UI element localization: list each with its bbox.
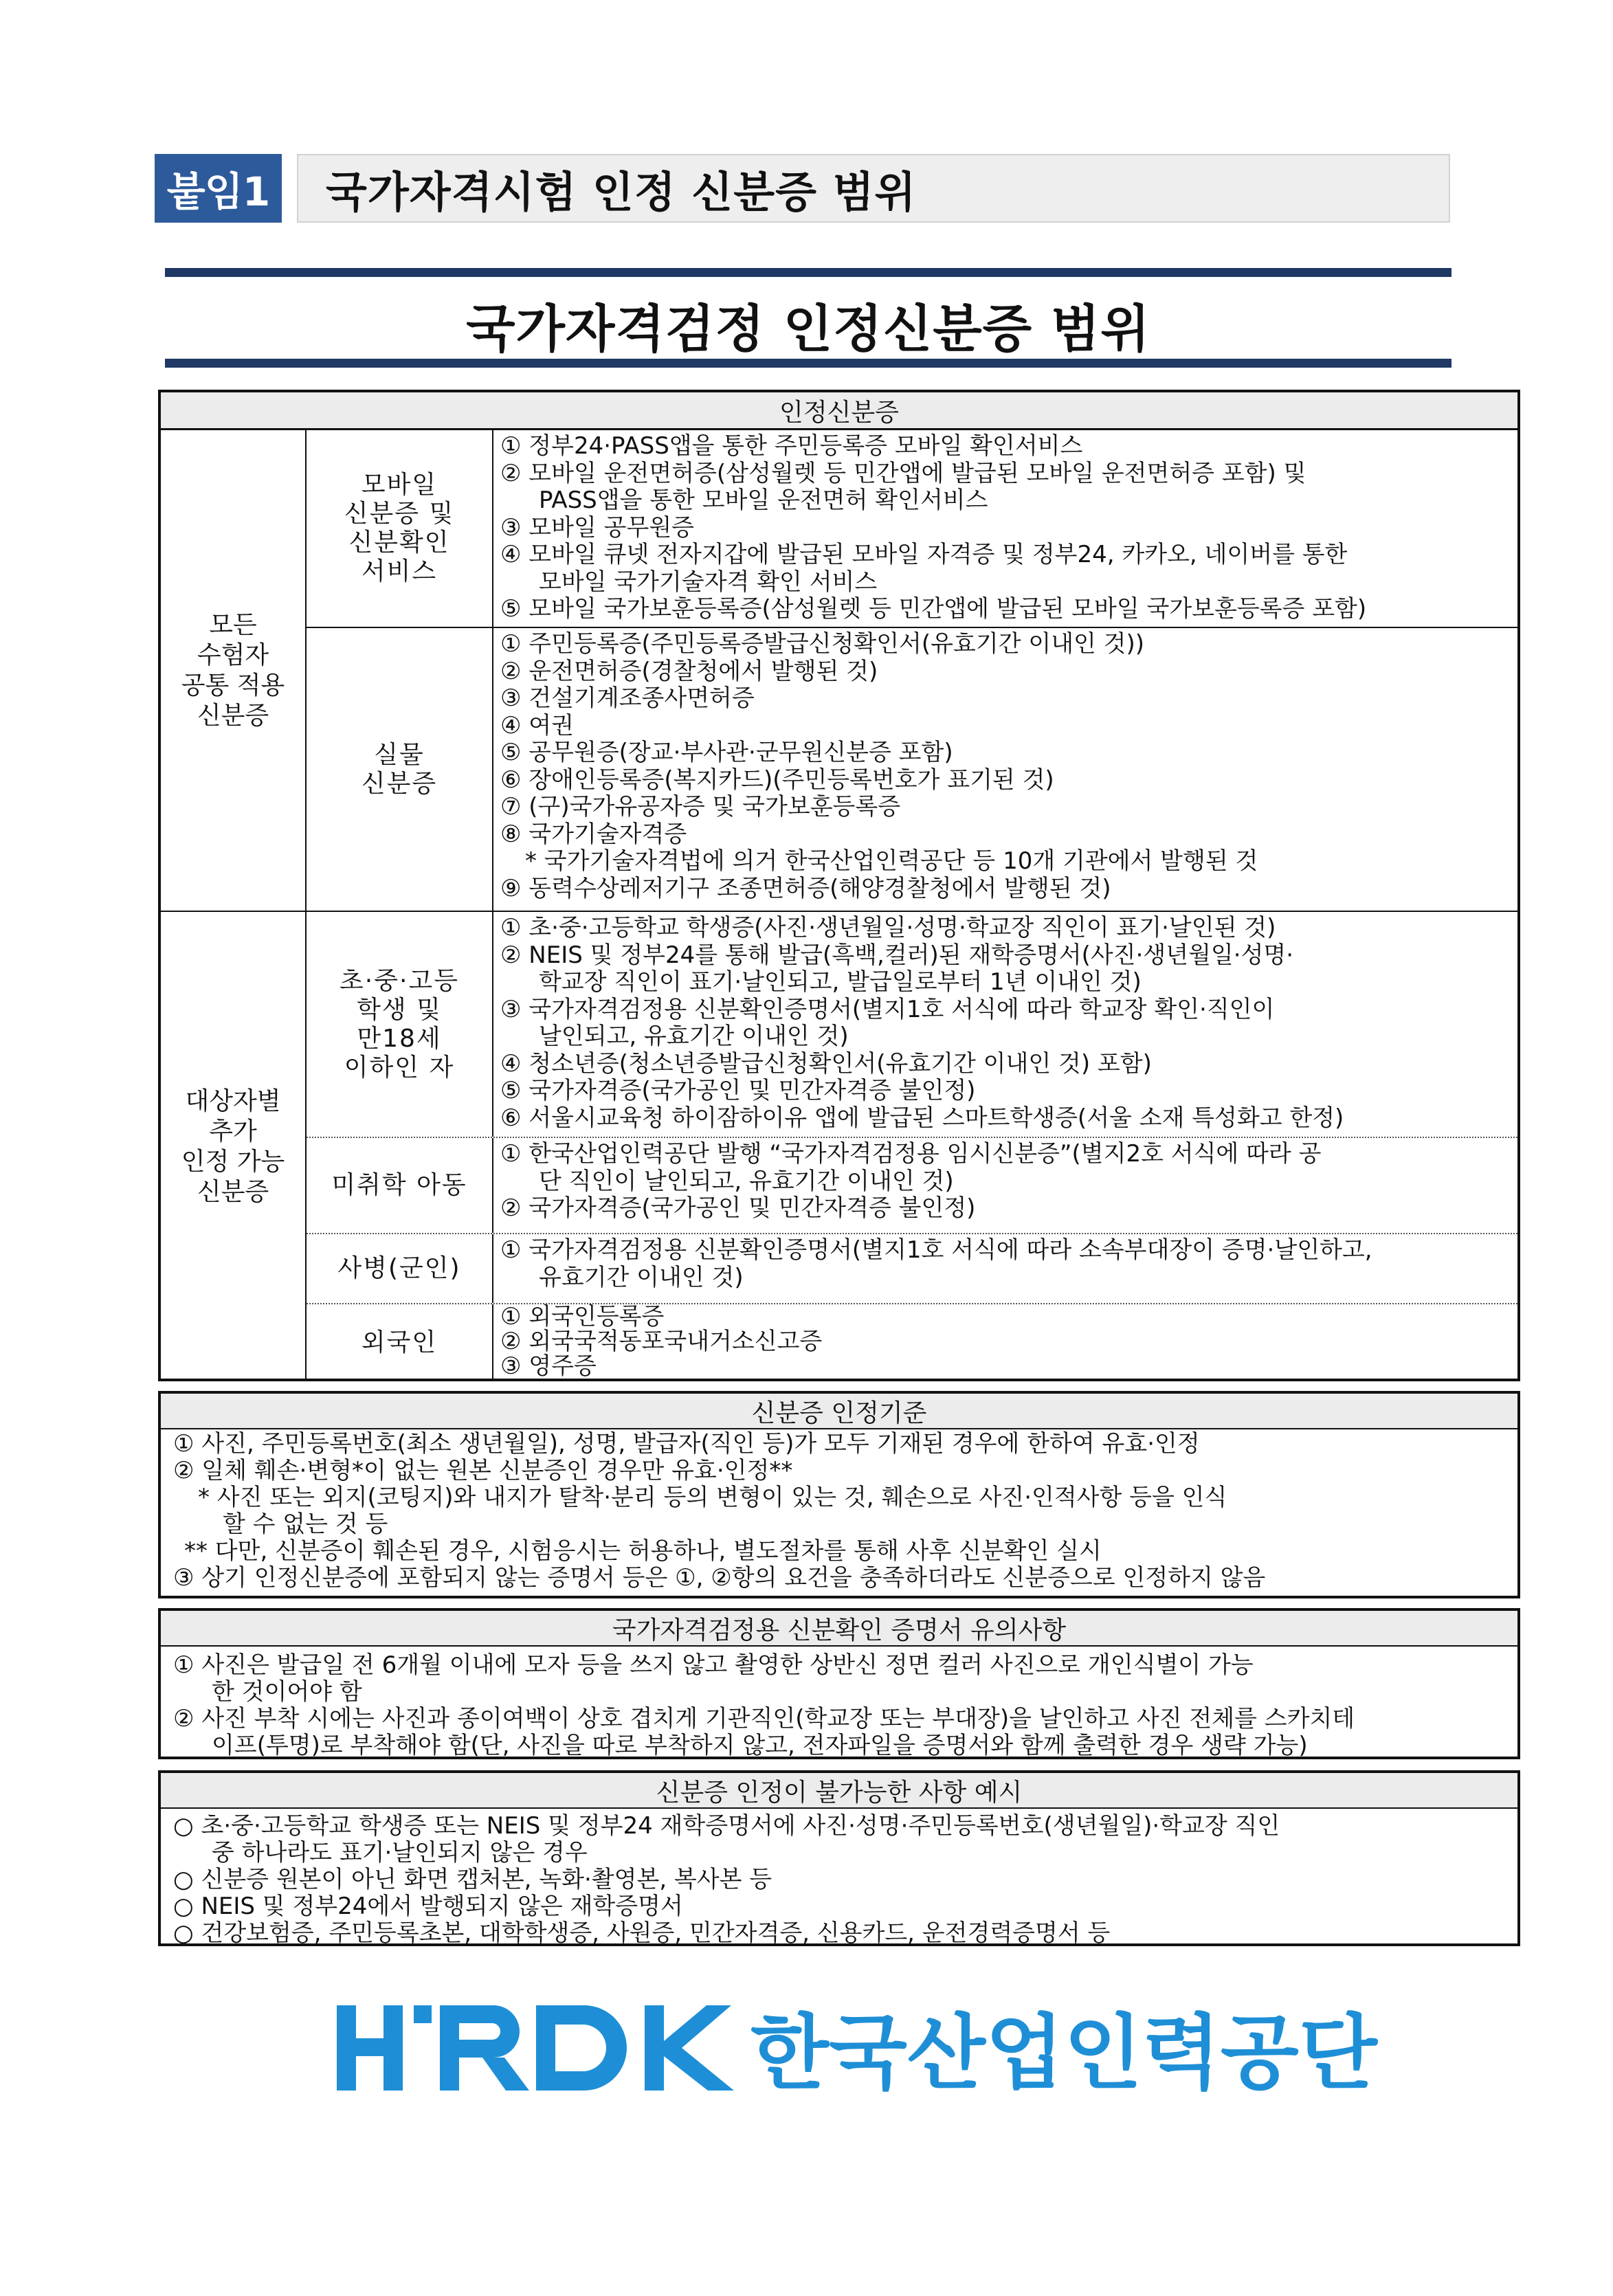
row-label-line: 모바일 bbox=[361, 471, 438, 499]
page-title: 국가자격검정 인정신분증 범위 bbox=[466, 300, 1150, 359]
content-line: ⑥ 서울시교육청 하이잠하이유 앱에 발급된 스마트학생증(서울 소재 특성화고 한정) bbox=[500, 1104, 1344, 1132]
group-label-line: 수험자 bbox=[197, 640, 269, 669]
group-label-line: 신분증 bbox=[197, 701, 269, 730]
org-name: 한국산업인력공단 bbox=[750, 2005, 1377, 2100]
content-line: ① 국가자격검정용 신분확인증명서(별지1호 서식에 따라 소속부대장이 증명·날인하고, bbox=[500, 1236, 1372, 1264]
row-label-line: 신분증 및 bbox=[344, 500, 455, 528]
id-table bbox=[158, 390, 1520, 1381]
group-label-line: 대상자별 bbox=[185, 1086, 281, 1115]
criteria-line: * 사진 또는 외지(코팅지)와 내지가 탈착·분리 등의 변형이 있는 것, 훼손으로 사진·인적사항 등을 인식 bbox=[198, 1484, 1227, 1511]
content-line: ① 초·중·고등학교 학생증(사진·생년월일·성명·학교장 직인이 표기·날인된 것) bbox=[500, 914, 1276, 941]
content-line: ④ 여권 bbox=[500, 711, 574, 739]
content-line: ② 국가자격증(국가공인 및 민간자격증 불인정) bbox=[500, 1194, 976, 1222]
content-line: * 국가기술자격법에 의거 한국산업인력공단 등 10개 기관에서 발행된 것 bbox=[525, 847, 1258, 875]
row-label-line: 신분증 bbox=[361, 769, 438, 798]
criteria-section bbox=[158, 1391, 1520, 1598]
not-accepted-title: 신분증 인정이 불가능한 사항 예시 bbox=[161, 1773, 1517, 1809]
row-label-line: 서비스 bbox=[361, 557, 438, 586]
row-label-line: 미취학 아동 bbox=[331, 1171, 467, 1199]
not-accepted-line: ○ NEIS 및 정부24에서 발행되지 않은 재학증명서 bbox=[173, 1893, 683, 1920]
row-label-line: 사병(군인) bbox=[337, 1254, 461, 1282]
row-label-foreigner bbox=[307, 1304, 493, 1381]
cert-notes-line: 한 것이어야 함 bbox=[212, 1678, 362, 1706]
criteria-line: ③ 상기 인정신분증에 포함되지 않는 증명서 등은 ①, ②항의 요건을 충족하더라도 신분증으로 인정하지 않음 bbox=[173, 1564, 1266, 1592]
criteria-line: ① 사진, 주민등록번호(최소 생년월일), 성명, 발급자(직인 등)가 모두 기재된 경우에 한하여 유효·인정 bbox=[173, 1430, 1200, 1458]
title-rule-bottom bbox=[165, 359, 1451, 368]
content-line: ⑨ 동력수상레저기구 조종면허증(해양경찰청에서 발행된 것) bbox=[500, 874, 1111, 902]
criteria-line: ② 일체 훼손·변형*이 없는 원본 신분증인 경우만 유효·인정** bbox=[173, 1457, 793, 1484]
id-table-header: 인정신분증 bbox=[161, 392, 1517, 430]
content-line: ③ 국가자격검정용 신분확인증명서(별지1호 서식에 따라 학교장 확인·직인이 bbox=[500, 995, 1275, 1023]
hrdk-logo bbox=[330, 1993, 1377, 2103]
content-line: PASS앱을 통한 모바일 운전면허 확인서비스 bbox=[539, 487, 988, 514]
content-line: 모바일 국가기술자격 확인 서비스 bbox=[539, 568, 878, 596]
group-label-line: 공통 적용 bbox=[181, 671, 285, 700]
row-label-students bbox=[307, 912, 493, 1137]
content-line: ① 주민등록증(주민등록증발급신청확인서(유효기간 이내인 것)) bbox=[500, 630, 1145, 658]
group-label-additional bbox=[161, 912, 305, 1381]
content-line: 유효기간 이내인 것) bbox=[539, 1263, 744, 1291]
row-foreigner bbox=[307, 1304, 1517, 1381]
content-line: ② 모바일 운전면허증(삼성월렛 등 민간앱에 발급된 모바일 운전면허증 포함) 및 bbox=[500, 459, 1306, 487]
row-label-line: 학생 및 bbox=[357, 995, 442, 1024]
row-content-soldier bbox=[493, 1234, 1517, 1303]
content-line: ④ 청소년증(청소년증발급신청확인서(유효기간 이내인 것) 포함) bbox=[500, 1049, 1152, 1078]
row-content-physical bbox=[493, 628, 1517, 911]
row-content-foreigner bbox=[493, 1304, 1517, 1381]
content-line: ⑥ 장애인등록증(복지카드)(주민등록번호가 표기된 것) bbox=[500, 766, 1054, 794]
content-line: ① 외국인등록증 bbox=[500, 1303, 665, 1330]
hrdk-logo-mark bbox=[330, 1993, 1377, 2103]
row-label-line: 이하인 자 bbox=[344, 1053, 455, 1082]
criteria-line: ** 다만, 신분증이 훼손된 경우, 시험응시는 허용하나, 별도절차를 통해 사후 신분확인 실시 bbox=[184, 1537, 1102, 1565]
row-label-soldier bbox=[307, 1234, 493, 1303]
cert-notes-line: ① 사진은 발급일 전 6개월 이내에 모자 등을 쓰지 않고 촬영한 상반신 정면 컬러 사진으로 개인식별이 가능 bbox=[173, 1651, 1254, 1679]
content-line: ③ 건설기계조종사면허증 bbox=[500, 684, 755, 712]
row-soldier bbox=[307, 1234, 1517, 1304]
row-content-mobile bbox=[493, 430, 1517, 627]
row-label-physical bbox=[307, 628, 493, 911]
not-accepted-line: ○ 신분증 원본이 아닌 화면 캡처본, 녹화·촬영본, 복사본 등 bbox=[173, 1866, 772, 1893]
content-line: ⑤ 국가자격증(국가공인 및 민간자격증 불인정) bbox=[500, 1077, 976, 1104]
content-line: ② 외국국적동포국내거소신고증 bbox=[500, 1328, 823, 1355]
group-label-line: 인정 가능 bbox=[181, 1147, 285, 1176]
content-line: 날인되고, 유효기간 이내인 것) bbox=[539, 1023, 849, 1050]
not-accepted-section bbox=[158, 1770, 1520, 1946]
cert-notes-section bbox=[158, 1608, 1520, 1759]
content-line: 단 직인이 날인되고, 유효기간 이내인 것) bbox=[539, 1167, 954, 1195]
not-accepted-line: ○ 건강보험증, 주민등록초본, 대학학생증, 사원증, 민간자격증, 신용카드, 운전경력증명서 등 bbox=[173, 1919, 1111, 1947]
row-mobile-id bbox=[307, 430, 1517, 628]
row-preschool bbox=[307, 1138, 1517, 1234]
group-label-line: 신분증 bbox=[197, 1177, 269, 1206]
not-accepted-line: ○ 초·중·고등학교 학생증 또는 NEIS 및 정부24 재학증명서에 사진·성명·주민등록번호(생년월일)·학교장 직인 bbox=[173, 1812, 1280, 1840]
row-label-line: 신분확인 bbox=[348, 528, 450, 557]
group-label-common bbox=[161, 430, 305, 912]
row-content-preschool bbox=[493, 1138, 1517, 1233]
content-line: ② NEIS 및 정부24를 통해 발급(흑백,컬러)된 재학증명서(사진·생년월일·성명· bbox=[500, 941, 1294, 969]
title-rule-top bbox=[165, 268, 1451, 277]
content-line: ⑧ 국가기술자격증 bbox=[500, 820, 687, 848]
cert-notes-title: 국가자격검정용 신분확인 증명서 유의사항 bbox=[161, 1611, 1517, 1647]
row-label-line: 초·중·고등 bbox=[340, 966, 459, 995]
content-line: ① 한국산업인력공단 발행 “국가자격검정용 임시신분증”(별지2호 서식에 따라 공 bbox=[500, 1140, 1322, 1168]
content-line: ② 운전면허증(경찰청에서 발행된 것) bbox=[500, 657, 878, 685]
row-label-line: 만18세 bbox=[357, 1024, 442, 1053]
content-line: ⑤ 공무원증(장교·부사관·군무원신분증 포함) bbox=[500, 739, 953, 766]
row-content-students bbox=[493, 912, 1517, 1137]
content-line: 학교장 직인이 표기·날인되고, 발급일로부터 1년 이내인 것) bbox=[539, 968, 1142, 996]
content-line: ④ 모바일 큐넷 전자지갑에 발급된 모바일 자격증 및 정부24, 카카오, 네이버를 통한 bbox=[500, 541, 1348, 568]
row-label-line: 외국인 bbox=[361, 1328, 438, 1357]
not-accepted-line: 중 하나라도 표기·날인되지 않은 경우 bbox=[212, 1839, 588, 1866]
cert-notes-line: 이프(투명)로 부착해야 함(단, 사진을 따로 부착하지 않고, 전자파일을 증명서와 함께 출력한 경우 생략 가능) bbox=[212, 1732, 1308, 1759]
row-label-preschool bbox=[307, 1138, 493, 1233]
row-label-line: 실물 bbox=[374, 740, 425, 769]
content-line: ① 정부24·PASS앱을 통한 주민등록증 모바일 확인서비스 bbox=[500, 432, 1083, 460]
group-label-line: 모든 bbox=[209, 610, 257, 639]
row-label-mobile bbox=[307, 430, 493, 627]
cert-notes-line: ② 사진 부착 시에는 사진과 종이여백이 상호 겹치게 기관직인(학교장 또는 부대장)을 날인하고 사진 전체를 스카치테 bbox=[173, 1705, 1355, 1732]
row-physical-id bbox=[307, 628, 1517, 912]
attachment-title: 국가자격시험 인정 신분증 범위 bbox=[297, 154, 1450, 223]
attachment-badge: 붙임1 bbox=[155, 154, 282, 223]
criteria-title: 신분증 인정기준 bbox=[161, 1394, 1517, 1429]
criteria-line: 할 수 없는 것 등 bbox=[223, 1511, 388, 1538]
content-line: ⑤ 모바일 국가보훈등록증(삼성월렛 등 민간앱에 발급된 모바일 국가보훈등록증 포함) bbox=[500, 595, 1367, 623]
group-label-column bbox=[161, 430, 307, 1381]
content-line: ⑦ (구)국가유공자증 및 국가보훈등록증 bbox=[500, 793, 901, 821]
row-students bbox=[307, 912, 1517, 1138]
content-line: ③ 모바일 공무원증 bbox=[500, 513, 695, 542]
group-label-line: 추가 bbox=[209, 1117, 257, 1146]
content-line: ③ 영주증 bbox=[500, 1352, 597, 1380]
